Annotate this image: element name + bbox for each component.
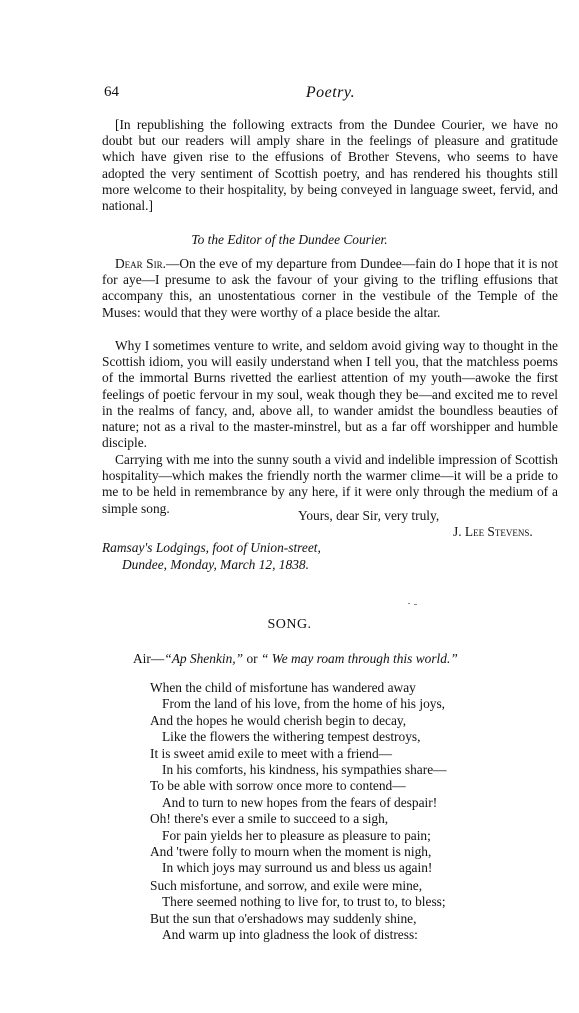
verse-line: When the child of misfortune has wandered away [150, 680, 416, 695]
song-air-line [133, 651, 458, 667]
air-tune-1: “Ap Shenkin,” [164, 651, 244, 666]
verse-line: From the land of his love, from the home of his joys, [162, 696, 446, 712]
air-or: or [243, 651, 261, 666]
page-header [104, 84, 557, 106]
letter-paragraph-2: Why I sometimes venture to write, and seldom avoid giving way to thought in the Scottish idiom, you will easily understand when I tell you, that the matchless poems of the immortal Burns rivetted the earliest attention of my youth—awoke the first feelings of poetic fervour in my soul, weak though they be—and excited me to revel in the realms of fancy, and, above all, to wander amidst the boundless beauties of nature; not as a rival to the master-minstrel, but as a far off worshipper and humble disciple. [102, 338, 558, 451]
editor-heading: To the Editor of the Dundee Courier. [191, 232, 388, 247]
song-verse-1 [150, 680, 447, 877]
print-speck [408, 603, 410, 604]
song-verse-2 [150, 878, 446, 944]
song-title: SONG. [267, 617, 312, 632]
dateline-date: Dundee, Monday, March 12, 1838. [122, 556, 309, 572]
verse-line: Such misfortune, and sorrow, and exile were mine, [150, 878, 423, 893]
letter-closing: Yours, dear Sir, very truly, [298, 508, 440, 523]
page-number: 64 [104, 84, 119, 100]
letter-signature: J. Lee Stevens. [453, 524, 533, 539]
verse-line: And warm up into gladness the look of distress: [162, 927, 418, 943]
verse-line: It is sweet amid exile to meet with a friend— [150, 745, 393, 761]
air-prefix: Air— [133, 651, 165, 666]
verse-line: In his comforts, his kindness, his sympathies share— [162, 762, 447, 778]
verse-line: For pain yields her to pleasure as pleasure to pain; [162, 827, 431, 843]
verse-line: And to turn to new hopes from the fears of despair! [162, 794, 438, 810]
air-tune-2: “ We may roam through this world.” [260, 651, 458, 666]
verse-line: There seemed nothing to live for, to trust to, to bless; [162, 894, 446, 910]
letter-paragraph-1-text: —On the eve of my departure from Dundee—fain do I hope that it is not for aye—I presume to ask the favour of your giving to the trifling effusions that accompany this, an unostentatious corner in the vestibule of the Temple of the Muses: would that they were worthy of a place beside the altar. [102, 256, 558, 320]
letter-salutation: Dear Sir. [115, 256, 166, 271]
letter-dateline [102, 540, 321, 573]
verse-line: Oh! there's ever a smile to succeed to a sigh, [150, 811, 389, 827]
verse-line: Like the flowers the withering tempest destroys, [162, 729, 421, 745]
letter-paragraph-1 [102, 256, 558, 321]
dateline-place: Ramsay's Lodgings, foot of Union-street, [102, 540, 321, 555]
verse-line: And 'twere folly to mourn when the moment is nigh, [150, 844, 432, 860]
verse-line: And the hopes he would cherish begin to decay, [150, 712, 407, 728]
print-speck [414, 604, 417, 605]
intro-paragraph: [In republishing the following extracts from the Dundee Courier, we have no doubt but our readers will amply share in the feelings of pleasure and gratitude which have given rise to the effusions of Brother Stevens, who seems to have adopted the very sentiment of Scottish poetry, and has rendered his thoughts still more welcome to their hospitality, by being conveyed in language sweet, fervid, and national.] [102, 117, 558, 214]
verse-line: But the sun that o'ershadows may suddenly shine, [150, 910, 417, 926]
running-title: Poetry. [305, 84, 356, 101]
verse-line: To be able with sorrow once more to contend— [150, 778, 406, 794]
verse-line: In which joys may surround us and bless us again! [162, 860, 433, 876]
letter-paragraph-3: Carrying with me into the sunny south a vivid and indelible impression of Scottish hospitality—which makes the friendly north the warmer clime—it will be a pride to me to be held in remembrance by any here, if it were only through the medium of a simple song. [102, 452, 558, 516]
